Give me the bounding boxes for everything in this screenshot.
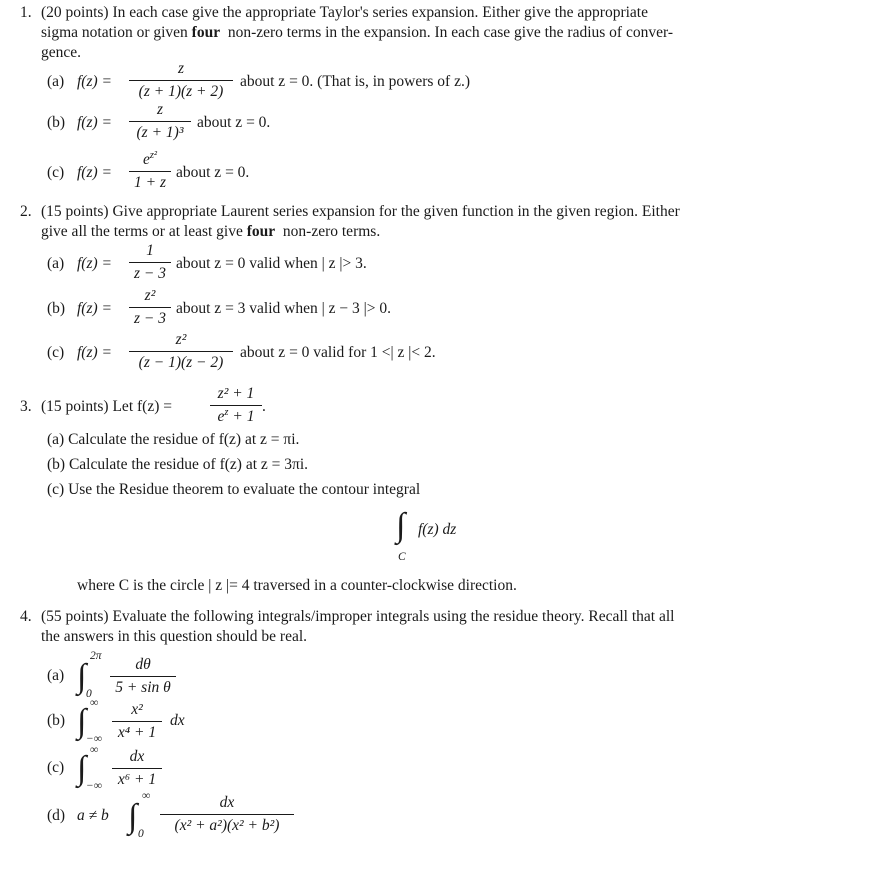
q4-line2: the answers in this question should be real. [41,628,308,645]
q1b-numerator: z [156,101,164,118]
q2-number: 2. [20,203,32,220]
q4b-label: (b) [47,712,66,729]
q1b-tail: about z = 0. [197,114,271,131]
q4d-condition: a ≠ b [77,807,109,824]
q2-line1: (15 points) Give appropriate Laurent series expansion for the given function in the given region. Either [41,203,680,220]
q1a-fraction [129,59,233,102]
q2b-label: (b) [47,300,66,317]
q4c-label: (c) [47,759,65,776]
q1b-fraction [129,100,191,143]
q3-intro: (15 points) Let f(z) = [41,398,172,415]
q1c-lhs: f(z) = [77,164,112,181]
q3-where: where C is the circle | z |= 4 traversed in a counter-clockwise direction. [77,577,517,594]
q2c-denominator: (z − 1)(z − 2) [138,354,224,371]
q4d-numerator: dx [219,794,235,811]
q3-denominator: $e^z + 1$ [217,406,255,425]
q4d-denominator: (x² + a²)(x² + b²) [174,817,280,834]
q3-fraction [210,384,262,427]
q4a-numerator: dθ [135,656,151,673]
q4a-denominator: 5 + sin θ [115,679,171,696]
q1c-fraction [129,150,171,193]
q4a-lower-limit: 0 [86,688,92,700]
q3-numerator: z² + 1 [217,385,255,402]
q1b-lhs: f(z) = [77,114,112,131]
q4c-denominator: x⁶ + 1 [117,771,157,788]
q1c-denominator: 1 + z [134,174,166,191]
q1-line3: gence. [41,44,82,61]
q4-number: 4. [20,608,32,625]
q4b-differential: dx [170,712,185,729]
q1-line2: sigma notation or given four non-zero terms in the expansion. In each case give the radius of conver- [41,24,673,41]
q4c-numerator: dx [129,748,145,765]
q1-number: 1. [20,4,32,21]
q4d-upper-limit: ∞ [142,790,151,802]
q4a-fraction [110,655,176,698]
q1a-denominator: (z + 1)(z + 2) [138,83,224,100]
q2-line2: give all the terms or at least give four non-zero terms. [41,223,381,240]
q4a-label: (a) [47,667,65,684]
q2a-fraction [129,241,171,284]
q4b-denominator: x⁴ + 1 [117,724,157,741]
q2b-denominator: z − 3 [134,310,166,327]
q4c-fraction [112,747,162,790]
q1c-tail: about z = 0. [176,164,250,181]
q3-period: . [262,398,266,415]
q1c-numerator: $e^{z^2}$ [142,149,158,168]
q3c: (c) Use the Residue theorem to evaluate the contour integral [47,481,421,498]
q2c-tail: about z = 0 valid for 1 <| z |< 2. [240,344,436,361]
q2c-label: (c) [47,344,65,361]
q4a-upper-limit: 2π [90,650,102,662]
q3a: (a) Calculate the residue of f(z) at z = πi. [47,431,300,448]
q4c-lower-limit: −∞ [86,780,102,792]
q4a-integral-sign: ∫ [77,658,87,695]
q3b: (b) Calculate the residue of f(z) at z = 3πi. [47,456,309,473]
q1b-label: (b) [47,114,66,131]
q1a-numerator: z [177,60,185,77]
q4c-upper-limit: ∞ [90,744,99,756]
q4b-integral-sign: ∫ [77,703,87,740]
q3-number: 3. [20,398,32,415]
q2c-lhs: f(z) = [77,344,112,361]
q3-integrand: f(z) dz [418,521,457,538]
q2c-numerator: z² [175,331,187,348]
q2b-fraction [129,286,171,329]
q1a-label: (a) [47,73,65,90]
q4d-fraction [160,793,294,836]
q2b-numerator: z² [144,287,156,304]
q2a-numerator: 1 [146,242,154,259]
q2a-label: (a) [47,255,65,272]
q4b-fraction [112,700,162,743]
q3-integral-sign: ∫ [396,507,406,544]
q4d-integral-sign: ∫ [128,798,138,835]
q4b-lower-limit: −∞ [86,733,102,745]
q2b-lhs: f(z) = [77,300,112,317]
q3-contour-label: C [398,551,406,563]
q1a-tail: about z = 0. (That is, in powers of z.) [240,73,470,90]
q4c-integral-sign: ∫ [77,750,87,787]
q2a-denominator: z − 3 [134,265,166,282]
q1b-denominator: (z + 1)³ [136,124,184,141]
q4-line1: (55 points) Evaluate the following integrals/improper integrals using the residue theory. Recall that all [41,608,675,625]
q2a-tail: about z = 0 valid when | z |> 3. [176,255,367,272]
q1a-lhs: f(z) = [77,73,112,90]
q4b-numerator: x² [131,701,143,718]
q2b-tail: about z = 3 valid when | z − 3 |> 0. [176,300,391,317]
q4d-label: (d) [47,807,66,824]
q2c-fraction [129,330,233,373]
q4d-lower-limit: 0 [138,828,144,840]
q4b-upper-limit: ∞ [90,697,99,709]
q2a-lhs: f(z) = [77,255,112,272]
q1-line1: (20 points) In each case give the appropriate Taylor's series expansion. Either give the appropriate [41,4,648,21]
q1c-label: (c) [47,164,65,181]
